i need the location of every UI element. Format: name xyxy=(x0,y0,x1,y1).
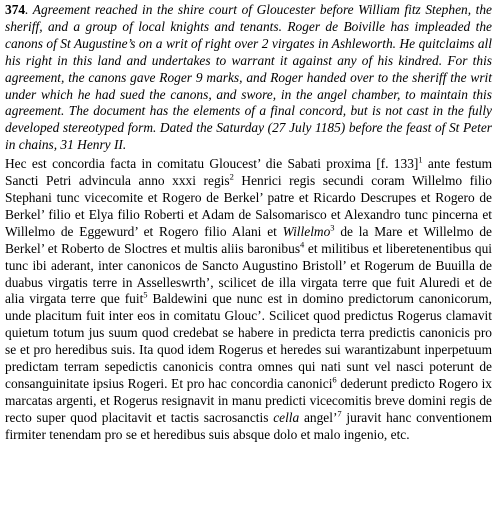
entry-number-period: . xyxy=(25,2,33,17)
footnote-ref: 2 xyxy=(229,171,234,182)
latin-segment: ante festum Sancti Petri advincula anno xxxi regis xyxy=(5,156,492,189)
latin-text xyxy=(5,156,492,443)
latin-segment: dederunt predicto Rogero ix marcatas argenti, et Rogerus resignavit in manu predicti vicecomitis breve domini regis de recto super quod placitavit et tactis sacrosanctis xyxy=(5,375,492,425)
latin-segment: angel’ xyxy=(299,409,338,425)
latin-segment: de la Mare et Willelmo de Berkel’ et Roberto de Sloctres et multis aliis baronibus xyxy=(5,223,492,256)
latin-italic-segment: Willelmo xyxy=(282,223,331,239)
latin-segment: Henrici regis secundi coram Willelmo filio Stephani tunc vicecomite et Rogero de Berkel’ patre et Ricardo Descrupes et Rogero de Berkel’ filio et Elya filio Roberti et Adam de Salsomarisco et Alexandro tunc pincerna et Willelmo de Eggewurd’ et Rogero filio Alani et xyxy=(5,173,492,239)
entry-number: 374 xyxy=(5,2,26,17)
entry-summary-text: Agreement reached in the shire court of Gloucester before William fitz Stephen, the sheriff, and a group of local knights and tenants. Roger de Boiville has impleaded the canons of St Augustine’s on a writ of right over 2 virgates in Ashleworth. He quitclaims all his right in this land and undertakes to warrant it against any of his kindred. For this agreement, the canons gave Roger 9 marks, and Roger handed over to the sheriff the writ under which he had sued the canons, and swore, in the angel chamber, to maintain this agreement. The document has the elements of a final concord, but is not cast in the fully developed stereotyped form. Dated the Saturday (27 July 1185) before the feast of St Peter in chains, 31 Henry II. xyxy=(5,2,492,153)
latin-segment: Baldewini que nunc est in domino predictorum canonicorum, unde placitum fuit inter eos in comitatu Glouc’. Scilicet quod predictus Rogerus clamavit quietum totum jus suum quod credebat se habere in predicta terra predictis canonicis pro se et pro heredibus suis. Ita quod idem Rogerus et heredes sui warantizabunt inperpetuum predictam terram sepedictis canonicis contra omnes qui nati sunt vel nasci poterunt de consanguinitate ipsius Rogeri. Et pro hac concordia canonici xyxy=(5,291,492,391)
footnote-ref: 6 xyxy=(332,374,337,385)
latin-italic-segment: cella xyxy=(273,409,300,425)
footnote-ref: 3 xyxy=(330,222,335,233)
footnote-ref: 5 xyxy=(143,289,148,300)
footnote-ref: 4 xyxy=(300,239,305,250)
latin-segment: Hec est concordia facta in comitatu Gloucest’ die Sabati proxima [f. 133] xyxy=(5,156,419,172)
footnote-ref: 1 xyxy=(418,154,423,165)
latin-segment: juravit hanc conventionem firmiter tenendam pro se et heredibus suis absque dolo et malo ingenio, etc. xyxy=(5,409,492,442)
latin-segment: et militibus et liberetenentibus qui tunc ibi aderant, inter canonicos de Sancto Augustino Bristoll’ et Rogerum de Buuilla de duabus virgatis terre in Asselleswrth’, scilicet de illa virgata terre que fuit Aluredi et de alia virgata terre que fuit xyxy=(5,240,492,307)
footnote-ref: 7 xyxy=(337,408,342,419)
entry-summary xyxy=(5,2,492,154)
